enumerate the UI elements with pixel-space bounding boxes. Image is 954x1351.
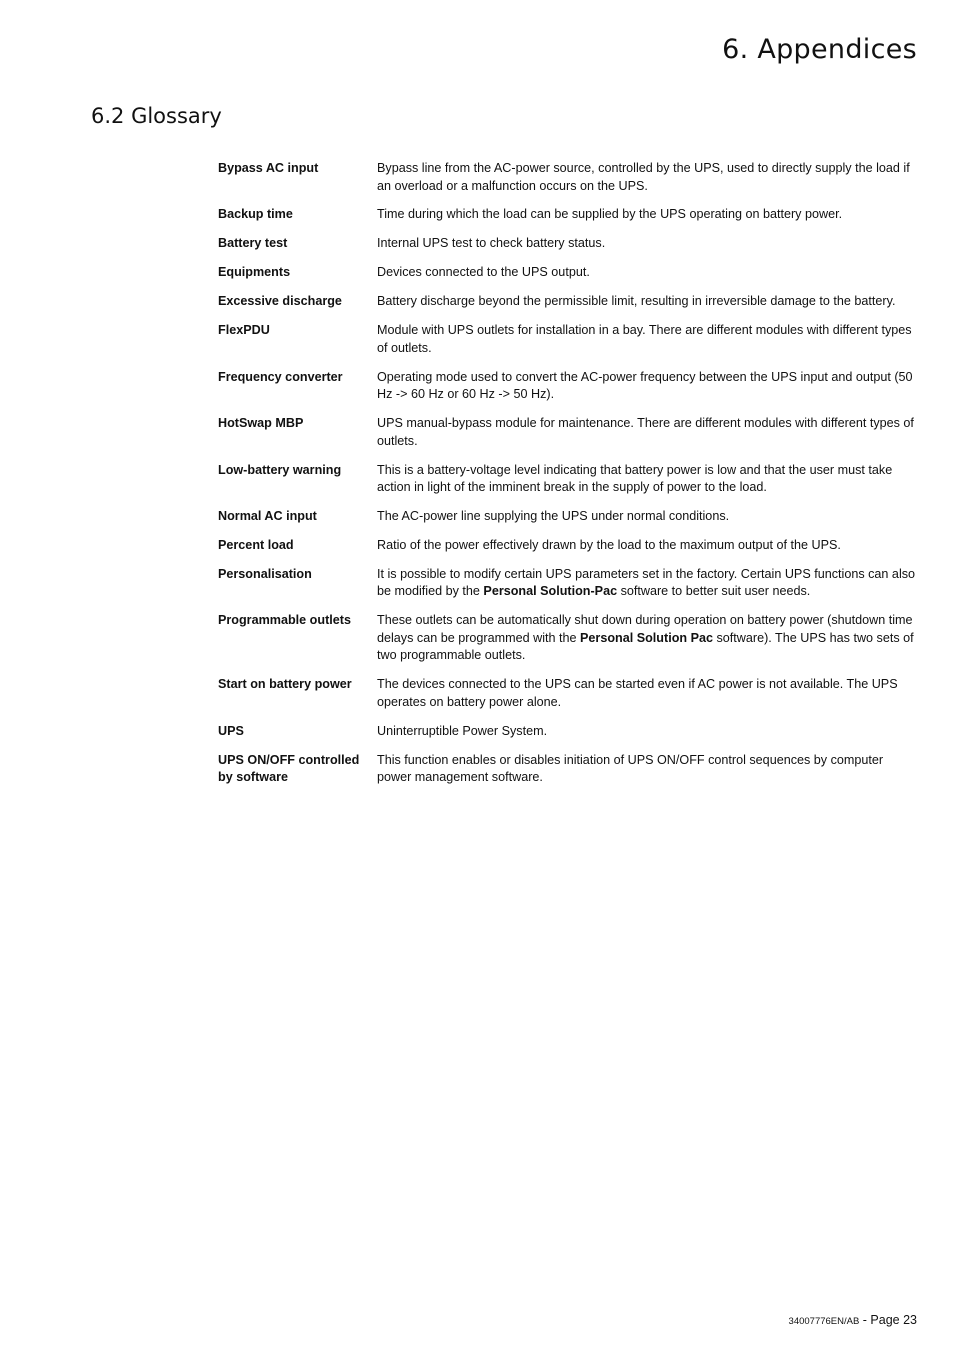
glossary-definition: This is a battery-voltage level indicating that battery power is low and that the user must take action in light of the imminent break in the supply of power to the load. [377,462,893,495]
glossary-definition: Time during which the load can be supplied by the UPS operating on battery power. [377,207,843,222]
glossary-definition: Operating mode used to convert the AC-power frequency between the UPS input and output (50 Hz -> 60 Hz or 60 Hz -> 50 Hz). [377,369,913,402]
glossary-definition: UPS manual-bypass module for maintenance. There are different modules with different types of outlets. [377,416,914,448]
glossary-definition: These outlets can be automatically shut down during operation on battery power (shutdown time delays can be programmed with the Personal Solution Pac software). The UPS has two sets of two programmable outlets. [377,613,914,663]
glossary-term: UPS [218,723,244,738]
glossary-term: Bypass AC input [218,161,319,175]
section-title: 6.2 Glossary [91,104,222,128]
product-name: Personal Solution-Pac [483,584,618,599]
glossary-term: Battery test [218,236,288,251]
glossary-list [218,160,918,798]
glossary-term: Backup time [218,207,293,222]
glossary-definition: It is possible to modify certain UPS parameters set in the factory. Certain UPS functions can also be modified by the Personal Solution-Pac software to better suit user needs. [377,566,916,599]
glossary-term: Equipments [218,265,291,280]
glossary-definition: This function enables or disables initiation of UPS ON/OFF control sequences by computer power management software. [377,752,884,785]
glossary-term: UPS ON/OFF controlled by software [218,752,360,785]
glossary-entry [218,752,918,787]
document-code: 34007776EN/AB [788,1316,860,1327]
chapter-title: 6. Appendices [722,34,917,65]
glossary-entry [218,723,918,741]
glossary-entry [218,462,918,497]
glossary-definition: Devices connected to the UPS output. [377,265,590,280]
glossary-entry [218,160,918,195]
glossary-entry [218,612,918,665]
glossary-definition: Bypass line from the AC-power source, controlled by the UPS, used to directly supply the load if an overload or a malfunction occurs on the UPS. [377,161,910,193]
glossary-definition: Battery discharge beyond the permissible limit, resulting in irreversible damage to the battery. [377,294,896,309]
page-footer [789,1313,917,1327]
glossary-term: FlexPDU [218,323,270,338]
glossary-term: Excessive discharge [218,294,342,309]
glossary-definition: The devices connected to the UPS can be started even if AC power is not available. The UPS operates on battery power alone. [377,677,898,709]
glossary-entry [218,264,918,282]
glossary-entry [218,322,918,357]
glossary-term: Normal AC input [218,508,317,523]
glossary-definition: Internal UPS test to check battery status. [377,236,606,251]
page-number: - Page 23 [859,1313,917,1327]
glossary-entry [218,235,918,253]
glossary-term: Low-battery warning [218,462,342,477]
glossary-entry [218,369,918,404]
glossary-entry [218,206,918,224]
glossary-entry [218,537,918,555]
glossary-term: Percent load [218,537,294,552]
glossary-entry [218,676,918,711]
glossary-definition: Module with UPS outlets for installation in a bay. There are different modules with different types of outlets. [377,323,912,355]
glossary-term: Start on battery power [218,677,352,692]
glossary-term: Programmable outlets [218,613,351,628]
glossary-entry [218,566,918,601]
product-name: Personal Solution Pac [580,630,713,645]
glossary-definition: The AC-power line supplying the UPS under normal conditions. [377,508,730,523]
glossary-term: Frequency converter [218,369,343,384]
glossary-definition: Ratio of the power effectively drawn by the load to the maximum output of the UPS. [377,537,841,552]
glossary-entry [218,508,918,526]
glossary-entry [218,293,918,311]
glossary-definition: Uninterruptible Power System. [377,723,548,738]
glossary-entry [218,415,918,450]
glossary-term: Personalisation [218,566,312,581]
glossary-term: HotSwap MBP [218,416,304,431]
